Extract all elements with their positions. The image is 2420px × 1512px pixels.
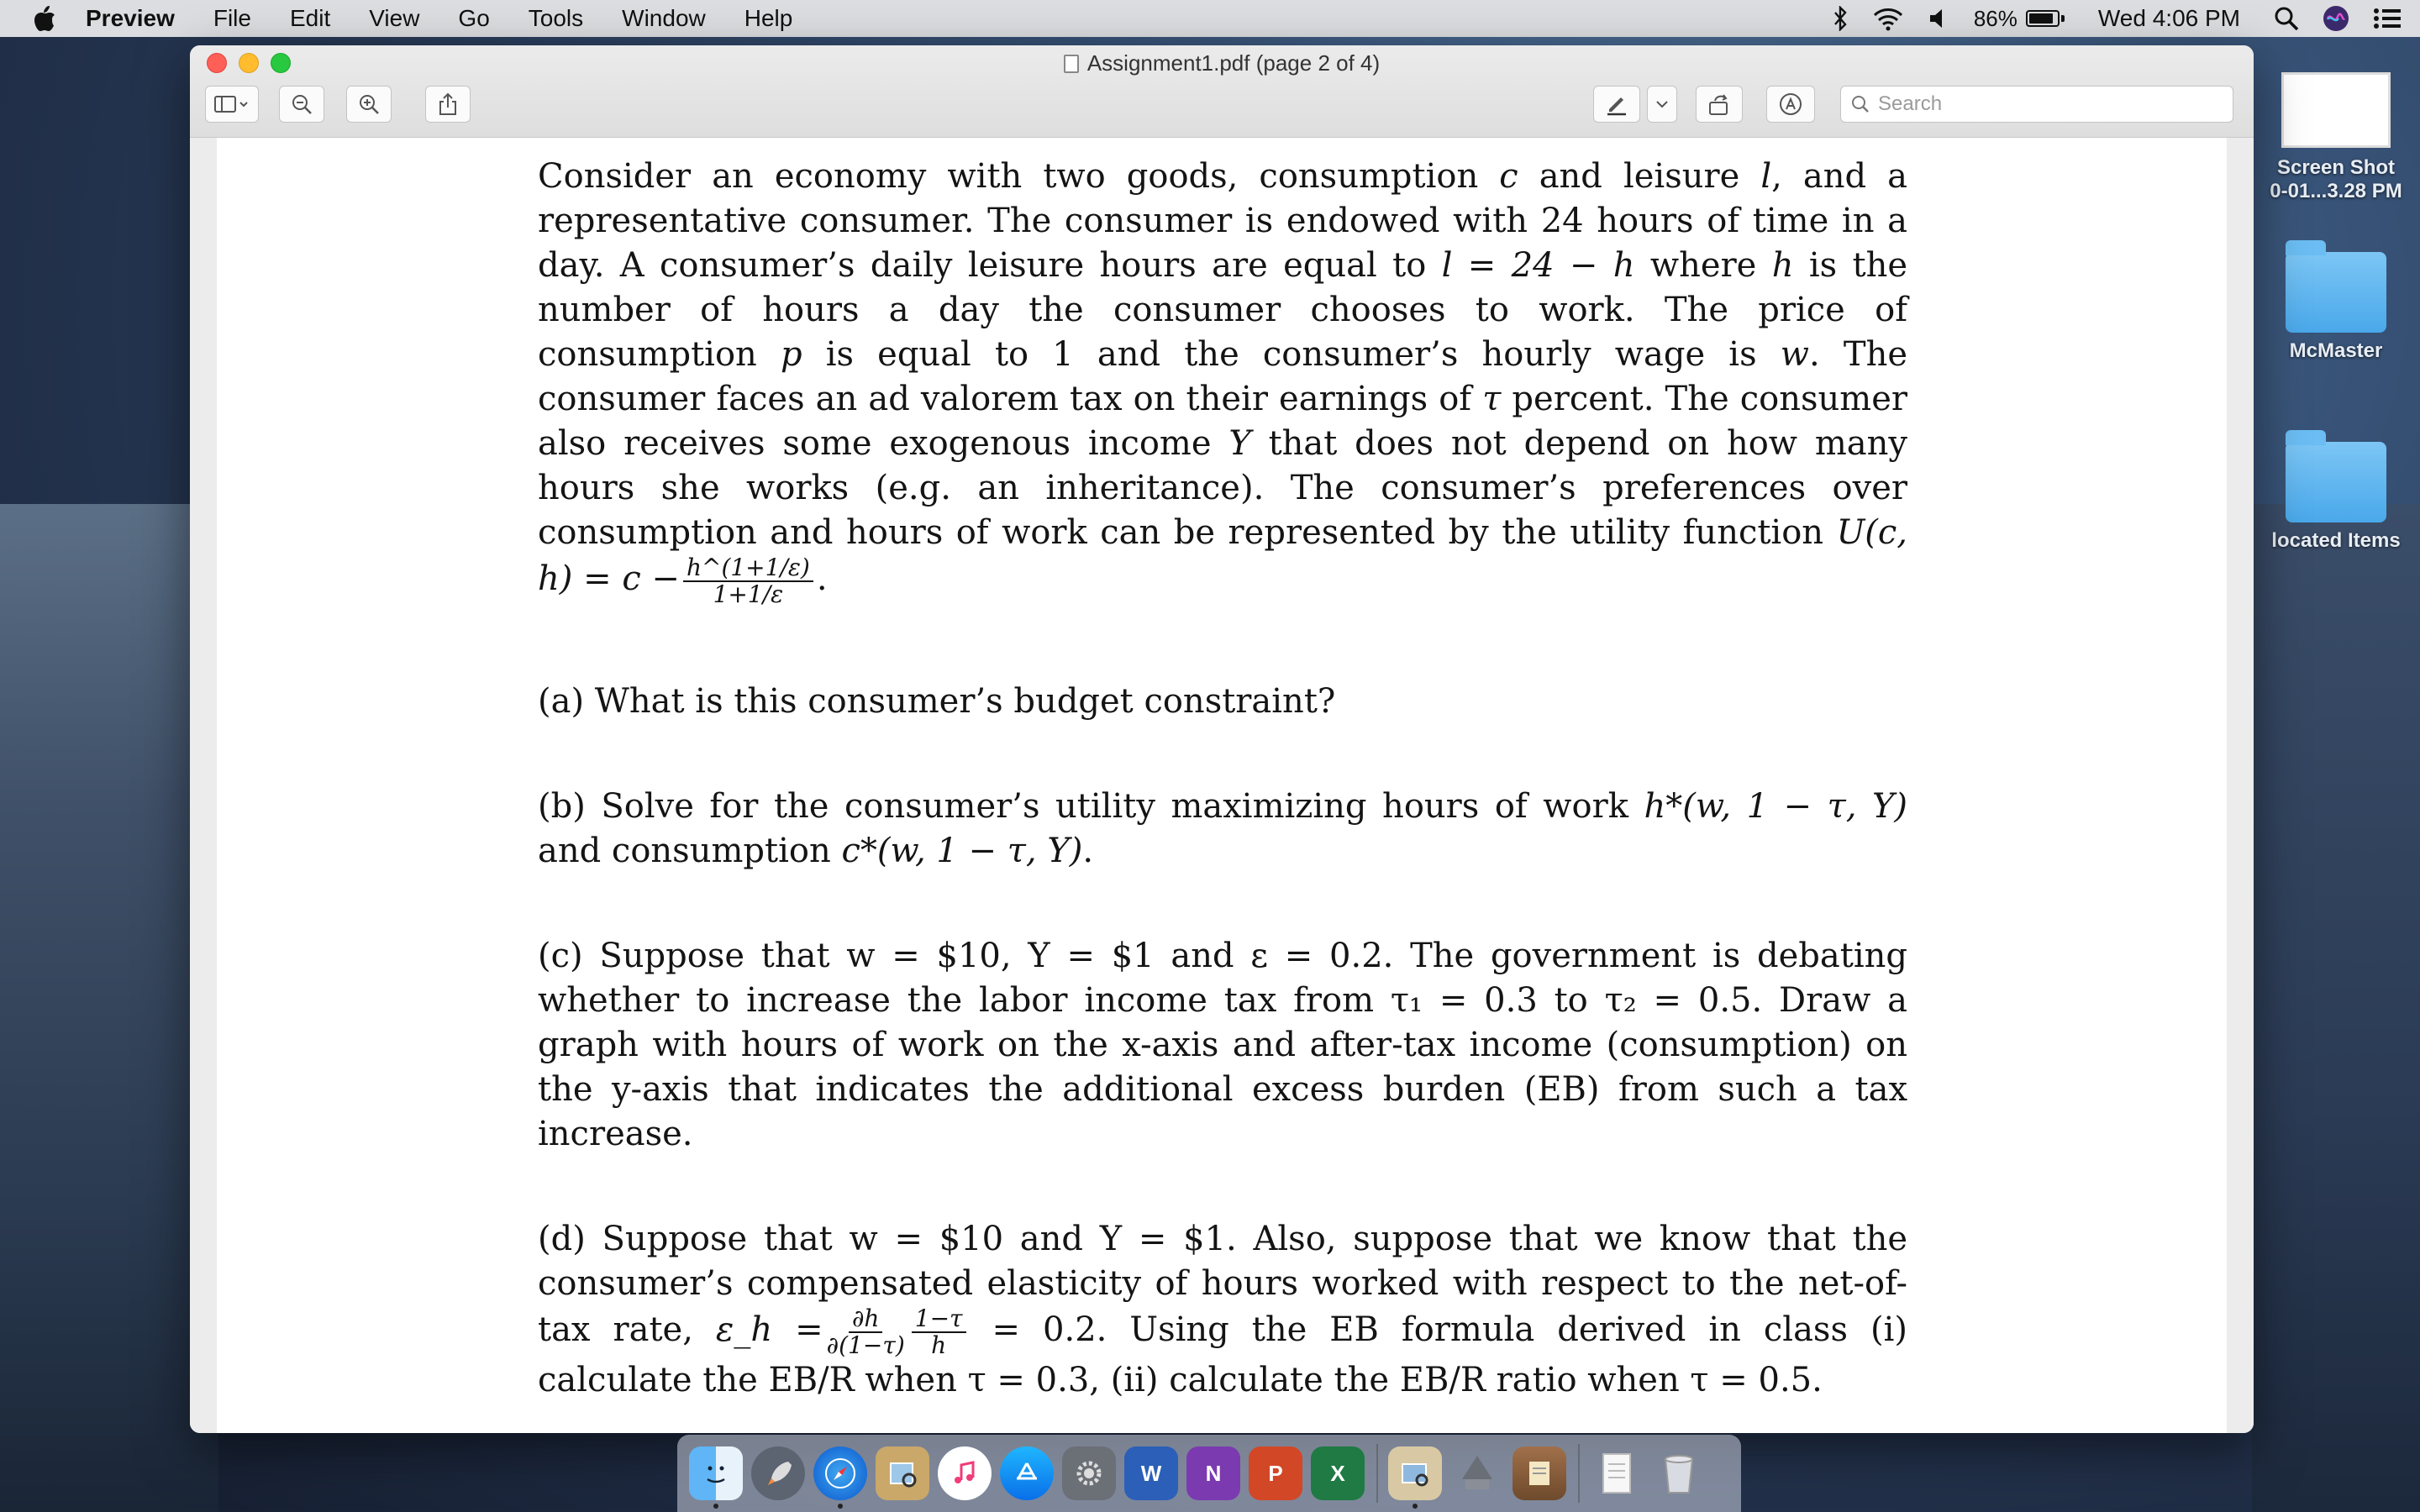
dock-separator <box>1376 1444 1378 1503</box>
dock-safari[interactable] <box>813 1446 867 1500</box>
menu-edit[interactable]: Edit <box>289 5 331 31</box>
window-title <box>190 50 2254 76</box>
document-text <box>538 155 1907 1433</box>
dock-itunes[interactable] <box>938 1446 992 1500</box>
music-note-icon <box>950 1458 980 1488</box>
chevron-down-icon <box>1655 99 1669 109</box>
markup-dropdown-button[interactable] <box>1647 86 1677 123</box>
rotate-button[interactable] <box>1696 86 1743 123</box>
markup-toolbar-button[interactable] <box>1766 86 1815 123</box>
folder-icon <box>2286 252 2386 333</box>
app-store-icon <box>1012 1458 1042 1488</box>
pen-icon <box>1605 92 1628 116</box>
documents-stack-icon <box>1523 1457 1556 1490</box>
window-titlebar <box>190 45 2254 138</box>
rotate-icon <box>1707 92 1732 116</box>
photos-stack-icon <box>1398 1457 1432 1490</box>
sidebar-toggle-button[interactable] <box>205 86 259 123</box>
menu-clock[interactable]: Wed 4:06 PM <box>2097 5 2240 31</box>
dock-finder[interactable] <box>689 1446 743 1500</box>
notification-center-icon[interactable] <box>2373 7 2402 30</box>
search-field[interactable] <box>1840 86 2233 123</box>
dock-app-store[interactable] <box>1000 1446 1054 1500</box>
screenshot-label-line1: Screen Shot <box>2276 156 2396 179</box>
zoom-out-icon <box>291 93 313 115</box>
dock-powerpoint[interactable]: P <box>1249 1446 1302 1500</box>
pdf-page <box>217 138 2227 1433</box>
question-a: (a) What is this consumer’s budget constraint? <box>538 682 1336 721</box>
battery-icon <box>2026 10 2060 27</box>
utility-fraction: $\frac{h\^{}(1+1/\varepsilon)}{1+1/\varepsilon}$ <box>683 555 813 607</box>
compass-icon <box>823 1457 857 1490</box>
dock-preview[interactable] <box>876 1446 929 1500</box>
apple-icon[interactable] <box>32 4 57 33</box>
desktop-wallpaper-right <box>2252 504 2420 1512</box>
menu-view[interactable]: View <box>369 5 420 31</box>
document-viewport[interactable] <box>190 138 2254 1433</box>
preview-app-icon <box>886 1457 919 1490</box>
dock-excel[interactable]: X <box>1311 1446 1365 1500</box>
screenshot-thumbnail <box>2281 72 2391 148</box>
share-icon <box>438 92 458 116</box>
dock-separator <box>1578 1444 1580 1503</box>
bluetooth-icon[interactable] <box>1833 6 1848 31</box>
battery-indicator[interactable] <box>1974 6 2065 32</box>
battery-level-fill <box>2029 13 2053 24</box>
dock-onenote[interactable]: N <box>1186 1446 1240 1500</box>
gear-icon <box>1072 1457 1106 1490</box>
pdf-document-icon <box>1064 55 1079 73</box>
wifi-icon[interactable] <box>1871 6 1905 31</box>
markup-pen-button[interactable] <box>1593 86 1640 123</box>
zoom-in-button[interactable] <box>346 86 392 123</box>
menu-go[interactable]: Go <box>458 5 490 31</box>
search-input[interactable] <box>1878 92 2214 116</box>
running-indicator <box>838 1504 843 1509</box>
siri-icon[interactable] <box>2323 5 2349 32</box>
menu-help[interactable]: Help <box>744 5 793 31</box>
running-indicator <box>713 1504 718 1509</box>
finder-icon <box>699 1457 733 1490</box>
share-button[interactable] <box>425 86 471 123</box>
rocket-icon <box>763 1458 793 1488</box>
markup-circle-icon <box>1778 92 1803 117</box>
dock <box>677 1435 1741 1512</box>
dock-launchpad[interactable] <box>751 1446 805 1500</box>
downloads-icon <box>1459 1452 1496 1494</box>
menu-tools[interactable]: Tools <box>528 5 584 31</box>
desktop-screenshot-file[interactable] <box>2252 72 2420 203</box>
battery-percent: 86% <box>1973 5 2018 31</box>
question-b: (b) Solve for the consumer’s utility maximizing hours of work h*(w, 1 − τ, Y) and consumption c*(w, 1 − τ, Y). <box>538 787 1907 870</box>
question-c: (c) Suppose that w = $10, Y = $1 and ε = 0.2. The government is debating whether to increase the labor income tax from τ₁ = 0.3 to τ₂ = 0.5. Draw a graph with hours of work on the x-axis and after-tax income (consumption) on the y-axis that indicates the additional excess burden (EB) from such a tax increase. <box>538 937 1907 1153</box>
window-title-text: Assignment1.pdf (page 2 of 4) <box>1086 50 1381 76</box>
dock-document-file[interactable] <box>1590 1446 1644 1500</box>
elasticity-fraction-1: $\frac{\partial h}{\partial(1-\tau)}$ <box>826 1305 905 1359</box>
document-file-icon <box>1600 1451 1634 1496</box>
folder-label: McMaster <box>2289 339 2383 362</box>
trash-icon <box>1660 1451 1697 1496</box>
problem-intro: Consider an economy with two goods, consumption c and leisure l, and a representative consumer. The consumer is endowed with 24 hours of time in a day. A consumer’s daily leisure hours are equal to l = 24 − h where h is the number of hours a day the consumer chooses to work. The price of consumption p is equal to 1 and the consumer’s hourly wage is w. The consumer faces an ad valorem tax on their earnings of τ percent. The consumer also receives some exogenous income Y that does not depend on how many hours she works (e.g. an inheritance). The consumer’s preferences over consumption and hours of work can be represented by the utility function U(c, h) = c − $\frac{h\^{}(1+1/\varepsilon)}{1+1/\varepsilon}$ . <box>538 157 1908 608</box>
desktop-folder-mcmaster[interactable] <box>2252 252 2420 363</box>
sidebar-icon <box>213 94 250 114</box>
dock-word[interactable]: W <box>1124 1446 1178 1500</box>
dock-trash[interactable] <box>1652 1446 1706 1500</box>
dock-system-preferences[interactable] <box>1062 1446 1116 1500</box>
zoom-in-icon <box>358 93 380 115</box>
menu-app-name[interactable]: Preview <box>86 5 175 31</box>
dock-downloads[interactable] <box>1450 1446 1504 1500</box>
elasticity-fraction-2: $\frac{1-\tau}{h}$ <box>912 1306 966 1358</box>
screenshot-label-line2: 0-01...3.28 PM <box>2270 180 2402 202</box>
dock-documents-stack[interactable] <box>1512 1446 1566 1500</box>
zoom-out-button[interactable] <box>279 86 324 123</box>
desktop-folder-relocated-items[interactable] <box>2252 442 2420 553</box>
search-icon <box>1851 95 1870 113</box>
folder-alias-icon <box>2286 442 2386 522</box>
question-d: (d) Suppose that w = $10 and Y = $1. Also, suppose that we know that the consumer’s compensated elasticity of hours worked with respect to the net-of-tax rate, ε_h = $\frac{\partial h}{\partial(1-\tau)}$ $\frac{1-\tau}{h}$ = 0.2. Using the EB formula derived in class (i) calculate the EB/R when τ = 0.3, (ii) calculate the EB/R ratio when τ = 0.5. <box>538 1220 1907 1399</box>
dock-preview-recent[interactable] <box>1388 1446 1442 1500</box>
menu-window[interactable]: Window <box>622 5 706 31</box>
spotlight-search-icon[interactable] <box>2274 6 2299 31</box>
running-indicator <box>1413 1504 1418 1509</box>
battery-tip <box>2061 15 2065 22</box>
menu-bar <box>0 0 2420 37</box>
folder-label: located Items <box>2271 529 2401 552</box>
preview-window <box>190 45 2254 1433</box>
volume-icon[interactable] <box>1928 8 1950 29</box>
menu-file[interactable]: File <box>213 5 251 31</box>
desktop-wallpaper-left <box>0 504 218 1512</box>
